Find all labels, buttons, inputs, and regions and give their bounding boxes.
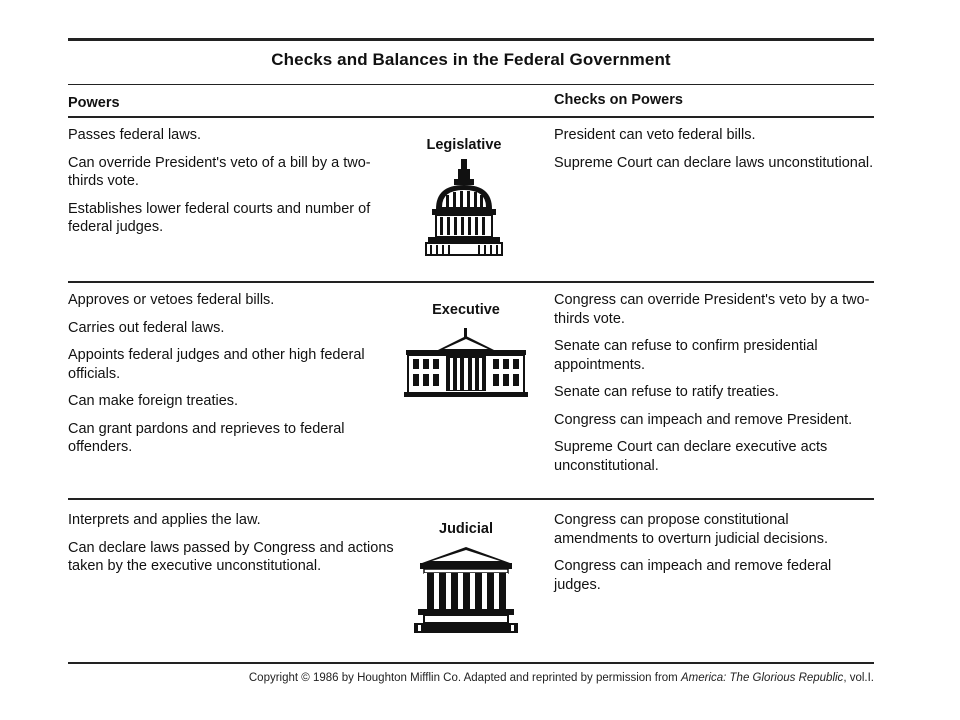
executive-section (68, 291, 874, 496)
power-item: Establishes lower federal courts and number of federal judges. (68, 200, 371, 235)
supreme-court-icon (414, 545, 518, 635)
copyright-footer (68, 672, 874, 684)
white-house-icon (404, 328, 528, 398)
check-item: Supreme Court can declare laws unconstitutional. (554, 154, 874, 171)
check-item: Congress can impeach and remove President. (554, 411, 853, 428)
check-item: Senate can refuse to ratify treaties. (554, 384, 779, 400)
branch-label: Legislative (426, 137, 502, 153)
legislative-powers-list (68, 126, 398, 246)
power-item: Can override President's veto of a bill by a two-thirds vote. (68, 154, 371, 189)
power-item: Can declare laws passed by Congress and actions taken by the executive unconstitutional. (68, 539, 394, 574)
branch-label: Executive (432, 302, 500, 318)
power-item: Appoints federal judges and other high federal officials. (68, 347, 365, 382)
check-item: Congress can impeach and remove federal judges. (554, 558, 832, 593)
section-divider (68, 498, 874, 500)
judicial-powers-list (68, 511, 398, 585)
title-underline (68, 84, 874, 85)
check-item: Senate can refuse to confirm presidential appointments. (554, 338, 818, 373)
copyright-text: Copyright © 1986 by Houghton Mifflin Co. Adapted and reprinted by permission from (248, 672, 681, 684)
header-rule (68, 116, 874, 118)
bottom-rule (68, 662, 874, 664)
judicial-checks-list (554, 511, 874, 603)
legislative-branch (408, 137, 520, 257)
executive-branch (398, 302, 534, 398)
top-rule (68, 38, 874, 41)
power-item: Interprets and applies the law. (68, 512, 261, 528)
powers-column-header: Powers (68, 95, 120, 111)
checks-column-header: Checks on Powers (554, 92, 683, 108)
executive-powers-list (68, 291, 398, 466)
section-divider (68, 281, 874, 283)
power-item: Can grant pardons and reprieves to federal offenders. (68, 420, 345, 455)
power-item: Passes federal laws. (68, 127, 201, 143)
judicial-branch (408, 521, 524, 635)
legislative-section (68, 126, 874, 276)
capitol-dome-icon (424, 159, 504, 257)
judicial-section (68, 511, 874, 651)
branch-label: Judicial (439, 521, 493, 537)
check-item: Supreme Court can declare executive acts unconstitutional. (554, 439, 828, 474)
executive-checks-list (554, 291, 874, 484)
check-item: President can veto federal bills. (554, 127, 756, 143)
page-title: Checks and Balances in the Federal Government (271, 50, 671, 69)
source-volume: , vol.I. (843, 672, 874, 684)
check-item: Congress can override President's veto by a two-thirds vote. (554, 292, 870, 327)
power-item: Carries out federal laws. (68, 319, 225, 336)
power-item: Can make foreign treaties. (68, 393, 239, 409)
power-item: Approves or vetoes federal bills. (68, 292, 275, 308)
check-item: Congress can propose constitutional amendments to overturn judicial decisions. (554, 512, 829, 547)
legislative-checks-list (554, 126, 874, 181)
source-title: America: The Glorious Republic (680, 672, 844, 684)
